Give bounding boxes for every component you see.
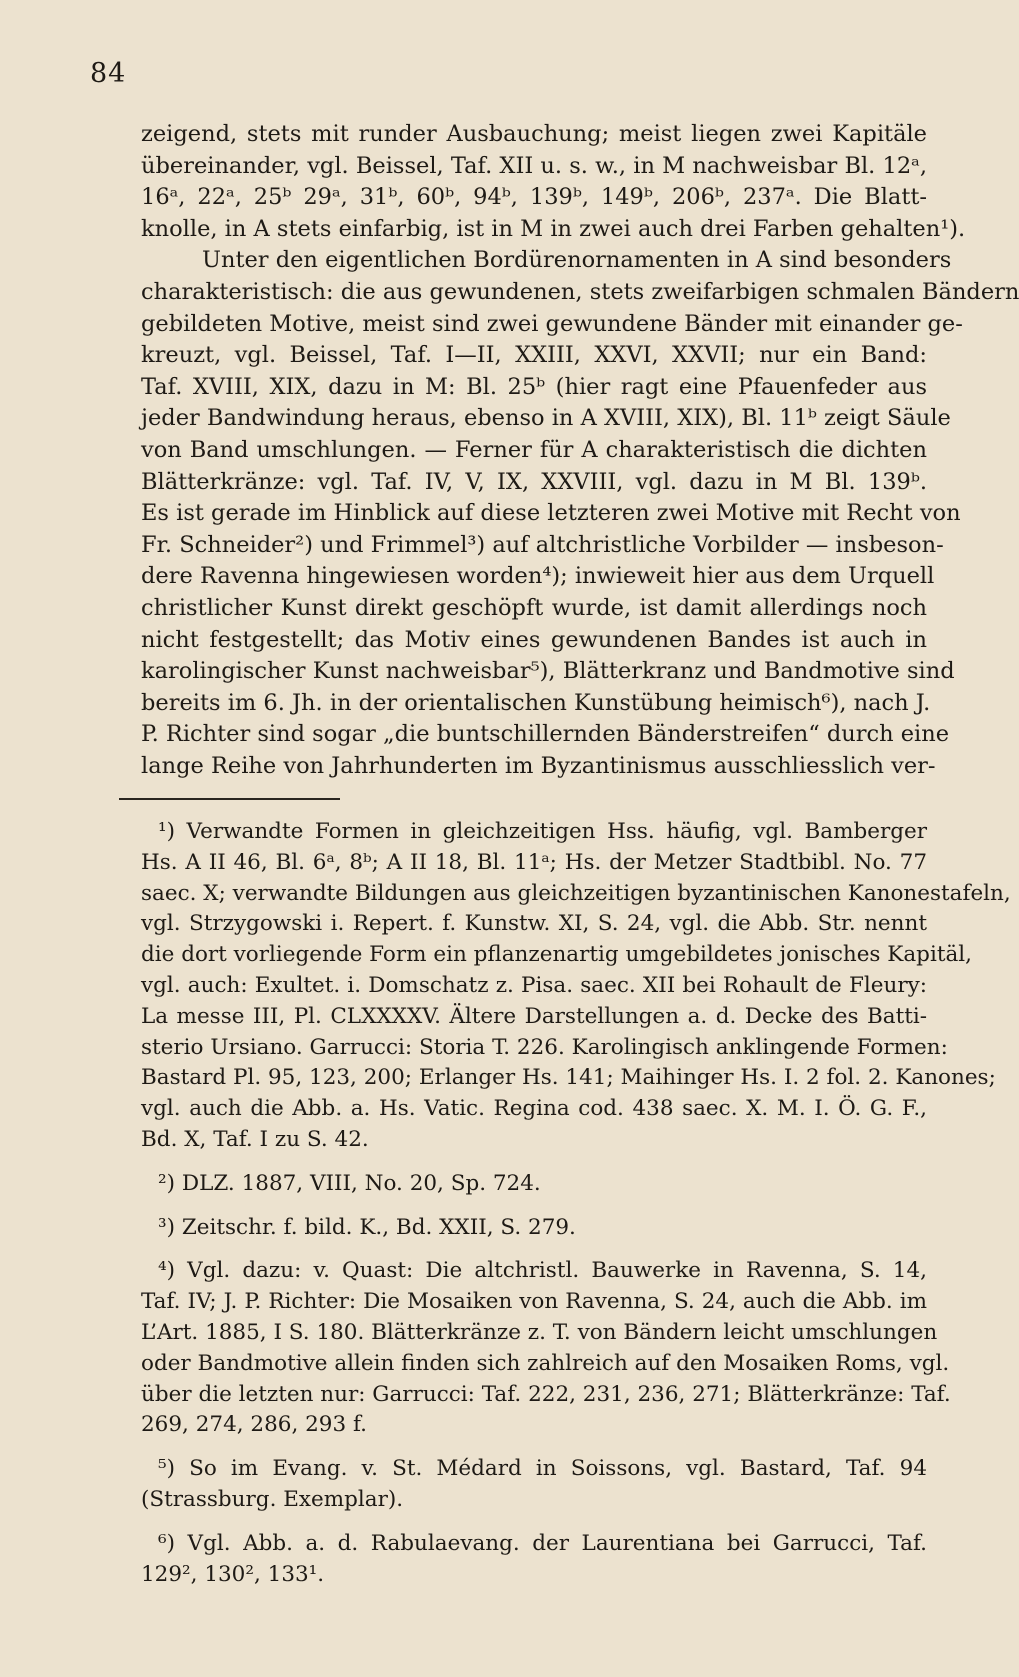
body-line: gebildeten Motive, meist sind zwei gewundene Bänder mit einander ge- <box>141 310 963 337</box>
footnote-line: vgl. auch: Exultet. i. Domschatz z. Pisa. saec. XII bei Rohault de Fleury: <box>141 972 927 998</box>
footnote-2 <box>141 1169 927 1200</box>
body-line: charakteristisch: die aus gewundenen, stets zweifarbigen schmalen Bändern <box>141 278 1019 305</box>
body-line: 16ᵃ, 22ᵃ, 25ᵇ 29ᵃ, 31ᵇ, 60ᵇ, 94ᵇ, 139ᵇ, 149ᵇ, 206ᵇ, 237ᵃ. Die Blatt- <box>141 184 927 211</box>
footnote-line: saec. X; verwandte Bildungen aus gleichzeitigen byzantinischen Kanonestafeln, <box>141 880 1011 906</box>
footnote-line: vgl. auch die Abb. a. Hs. Vatic. Regina cod. 438 saec. X. M. I. Ö. G. F., <box>141 1096 927 1122</box>
body-line: christlicher Kunst direkt geschöpft wurde, ist damit allerdings noch <box>141 594 927 621</box>
footnote-line: Hs. A II 46, Bl. 6ᵃ, 8ᵇ; A II 18, Bl. 11ᵃ; Hs. der Metzer Stadtbibl. No. 77 <box>141 849 927 875</box>
footnote-line: oder Bandmotive allein finden sich zahlreich auf den Mosaiken Roms, vgl. <box>141 1350 950 1376</box>
footnote-line: über die letzten nur: Garrucci: Taf. 222, 231, 236, 271; Blätterkränze: Taf. <box>141 1381 951 1407</box>
body-line: karolingischer Kunst nachweisbar⁵), Blätterkranz und Bandmotive sind <box>141 658 955 685</box>
body-line: Taf. XVIII, XIX, dazu in M: Bl. 25ᵇ (hier ragt eine Pfauenfeder aus <box>141 373 927 400</box>
footnote-5 <box>141 1454 927 1516</box>
footnote-line: Bd. X, Taf. I zu S. 42. <box>141 1126 369 1152</box>
footnote-line: ²) DLZ. 1887, VIII, No. 20, Sp. 724. <box>158 1170 541 1196</box>
body-line: bereits im 6. Jh. in der orientalischen Kunstübung heimisch⁶), nach J. <box>141 689 931 716</box>
footnote-6 <box>141 1529 927 1591</box>
footnote-line: ⁶) Vgl. Abb. a. d. Rabulaevang. der Laurentiana bei Garrucci, Taf. <box>158 1530 927 1556</box>
footnote-line: L’Art. 1885, I S. 180. Blätterkränze z. T. von Bändern leicht umschlungen <box>141 1319 938 1345</box>
body-line: P. Richter sind sogar „die buntschillernden Bänderstreifen“ durch eine <box>141 721 950 748</box>
body-text <box>141 119 1019 782</box>
body-line: zeigend, stets mit runder Ausbauchung; meist liegen zwei Kapitäle <box>141 121 927 147</box>
footnotes <box>141 817 1011 1603</box>
footnote-4 <box>141 1256 951 1441</box>
footnote-separator-rule <box>119 798 340 800</box>
page-number: 84 <box>90 58 127 89</box>
body-line: Fr. Schneider²) und Frimmel³) auf altchristliche Vorbilder — insbeson- <box>141 531 944 558</box>
body-line: Es ist gerade im Hinblick auf diese letzteren zwei Motive mit Recht von <box>141 500 961 527</box>
body-line: Blätterkränze: vgl. Taf. IV, V, IX, XXVIII, vgl. dazu in M Bl. 139ᵇ. <box>141 468 927 495</box>
body-line: von Band umschlungen. — Ferner für A charakteristisch die dichten <box>141 436 927 463</box>
footnote-line: vgl. Strzygowski i. Repert. f. Kunstw. XI, S. 24, vgl. die Abb. Str. nennt <box>141 911 927 937</box>
body-line: Unter den eigentlichen Bordürenornamenten in A sind besonders <box>202 247 952 274</box>
body-line: knolle, in A stets einfarbig, ist in M in zwei auch drei Farben gehalten¹). <box>141 215 966 242</box>
body-line: dere Ravenna hingewiesen worden⁴); inwieweit hier aus dem Urquell <box>141 563 935 590</box>
body-line: kreuzt, vgl. Beissel, Taf. I—II, XXIII, XXVI, XXVII; nur ein Band: <box>141 342 927 369</box>
footnote-line: La messe III, Pl. CLXXXXV. Ältere Darstellungen a. d. Decke des Batti- <box>141 1003 927 1029</box>
footnote-line: ¹) Verwandte Formen in gleichzeitigen Hss. häufig, vgl. Bamberger <box>158 819 927 844</box>
footnote-1 <box>141 817 1011 1156</box>
footnote-line: Bastard Pl. 95, 123, 200; Erlanger Hs. 141; Maihinger Hs. I. 2 fol. 2. Kanones; <box>141 1065 996 1091</box>
footnote-line: 129², 130², 133¹. <box>141 1561 325 1587</box>
footnote-line: (Strassburg. Exemplar). <box>141 1486 404 1512</box>
footnote-line: ³) Zeitschr. f. bild. K., Bd. XXII, S. 279. <box>158 1214 576 1240</box>
footnote-line: Taf. IV; J. P. Richter: Die Mosaiken von Ravenna, S. 24, auch die Abb. im <box>141 1289 927 1315</box>
footnote-line: ⁵) So im Evang. v. St. Médard in Soissons, vgl. Bastard, Taf. 94 <box>158 1456 927 1482</box>
footnote-line: 269, 274, 286, 293 f. <box>141 1412 368 1438</box>
body-line: lange Reihe von Jahrhunderten im Byzantinismus ausschliesslich ver- <box>141 752 936 779</box>
body-line: übereinander, vgl. Beissel, Taf. XII u. s. w., in M nachweisbar Bl. 12ᵃ, <box>141 152 927 179</box>
body-line: nicht festgestellt; das Motiv eines gewundenen Bandes ist auch in <box>141 626 927 653</box>
footnote-3 <box>141 1213 927 1244</box>
footnote-line: sterio Ursiano. Garrucci: Storia T. 226. Karolingisch anklingende Formen: <box>141 1034 948 1060</box>
body-line: jeder Bandwindung heraus, ebenso in A XVIII, XIX), Bl. 11ᵇ zeigt Säule <box>141 405 951 432</box>
footnote-line: ⁴) Vgl. dazu: v. Quast: Die altchristl. Bauwerke in Ravenna, S. 14, <box>158 1258 927 1284</box>
footnote-line: die dort vorliegende Form ein pflanzenartig umgebildetes jonisches Kapitäl, <box>141 942 972 968</box>
